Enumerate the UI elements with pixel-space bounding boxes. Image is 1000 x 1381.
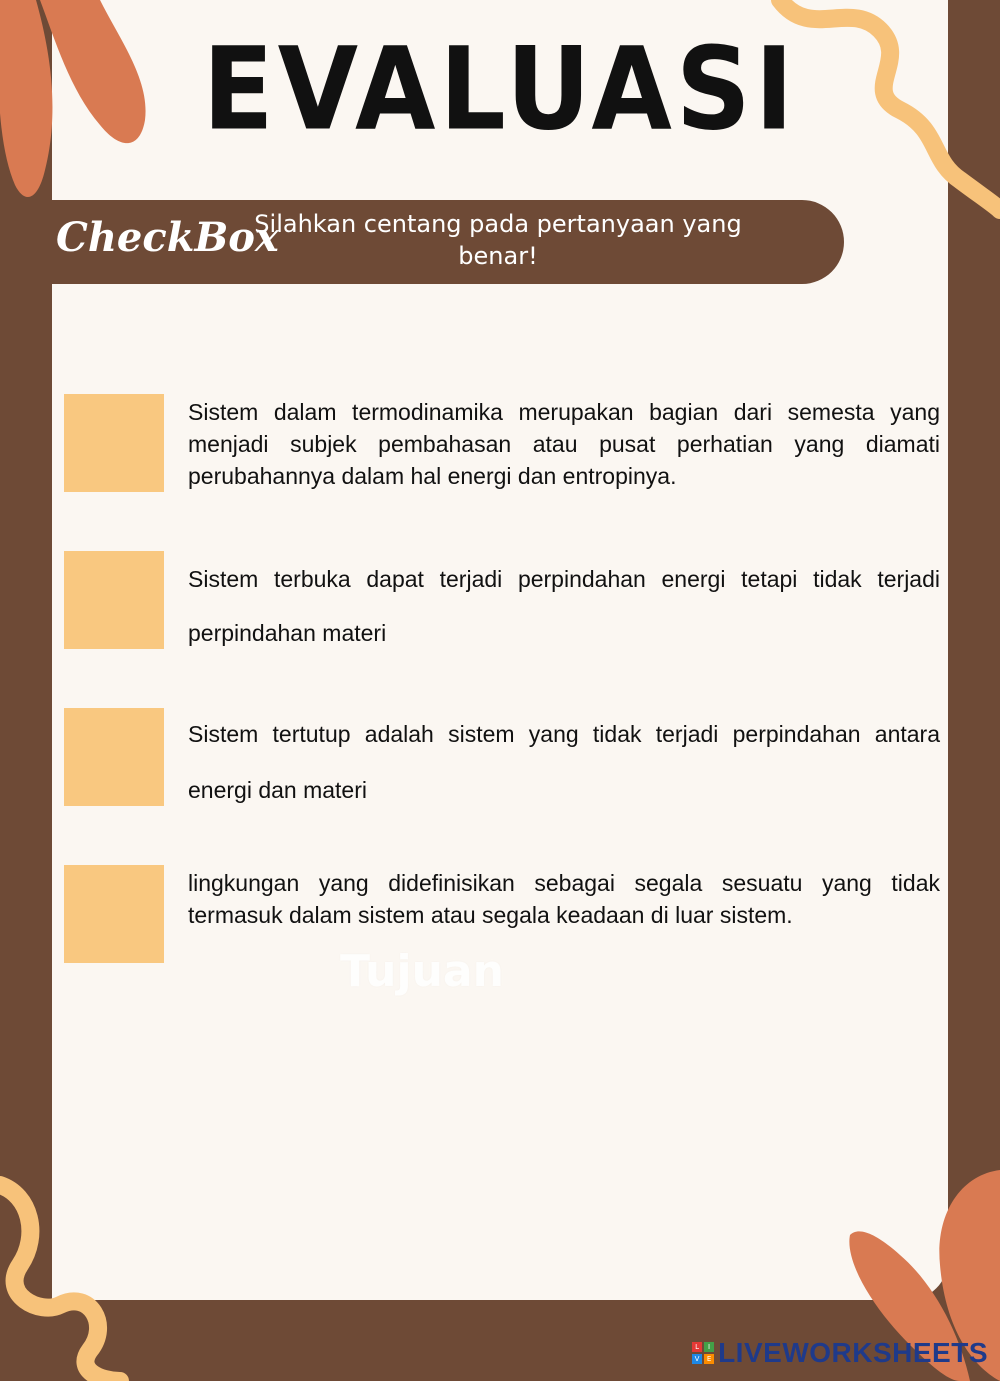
logo-letter-i: I: [704, 1342, 714, 1352]
question-text-2: Sistem terbuka dapat terjadi perpindahan energi tetapi tidak terjadi perpindahan materi: [188, 566, 940, 646]
wave-decoration-bottom-left: [0, 1175, 170, 1381]
brand-name: LIVEWORKSHEETS: [718, 1337, 988, 1368]
liveworksheets-logo: [692, 1337, 988, 1369]
logo-letter-l: L: [692, 1342, 702, 1352]
answer-checkbox-3[interactable]: [64, 708, 164, 806]
logo-squares-icon: [692, 1342, 714, 1364]
checkbox-header-bar: [52, 200, 844, 284]
answer-checkbox-1[interactable]: [64, 394, 164, 492]
answer-checkbox-2[interactable]: [64, 551, 164, 649]
question-text-1: Sistem dalam termodinamika merupakan bagian dari semesta yang menjadi subjek pembahasan atau pusat perhatian yang diamati perubahannya dalam hal energi dan entropinya.: [188, 399, 940, 489]
question-text-4: lingkungan yang didefinisikan sebagai segala sesuatu yang tidak termasuk dalam sistem atau segala keadaan di luar sistem.: [188, 870, 940, 928]
checkbox-section-label: CheckBox: [56, 214, 279, 261]
logo-letter-e: E: [704, 1354, 714, 1364]
instruction-text: Silahkan centang pada pertanyaan yang benar!: [254, 210, 742, 270]
answer-checkbox-4[interactable]: [64, 865, 164, 963]
logo-letter-v: V: [692, 1354, 702, 1364]
page-title: EVALUASI: [202, 21, 798, 157]
question-text-3: Sistem tertutup adalah sistem yang tidak terjadi perpindahan antara energi dan materi: [188, 721, 940, 803]
faint-watermark-text: Tujuan: [340, 946, 504, 997]
